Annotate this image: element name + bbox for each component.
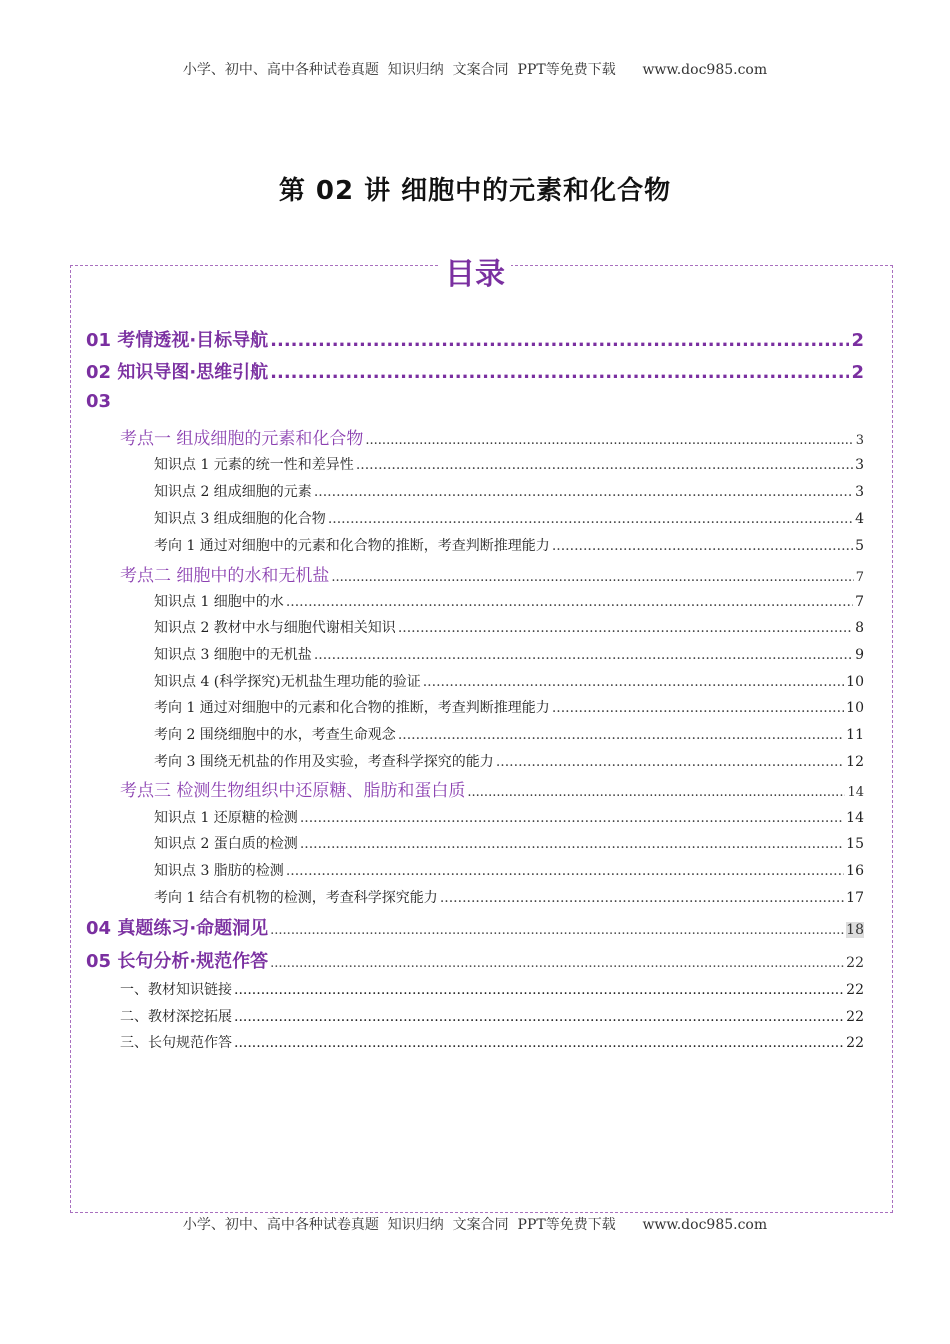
- toc-entry[interactable]: [154, 481, 864, 501]
- toc-leader: [300, 810, 844, 826]
- toc-entry[interactable]: [154, 724, 864, 744]
- toc-entry-04[interactable]: [86, 914, 864, 940]
- toc-leader: [356, 457, 853, 473]
- toc-entry[interactable]: [154, 887, 864, 907]
- toc-entry-05[interactable]: [86, 947, 864, 973]
- toc-leader: [270, 956, 844, 971]
- toc-entry-label: 二、教材深挖拓展: [120, 1009, 232, 1025]
- toc-entry-label: 04 真题练习·命题洞见: [86, 918, 269, 939]
- toc-entry-label: 知识点 2 蛋白质的检测: [154, 836, 298, 852]
- toc-leader: [300, 836, 844, 852]
- toc-entry-label: 知识点 1 元素的统一性和差异性: [154, 457, 354, 473]
- toc-entry[interactable]: [120, 1032, 864, 1052]
- toc-leader: [398, 727, 844, 743]
- toc-entry-label: 考点一 组成细胞的元素和化合物: [120, 429, 364, 449]
- toc-entry[interactable]: [154, 671, 864, 691]
- toc-leader: [270, 362, 849, 383]
- toc-leader: [270, 923, 844, 938]
- toc-page-number: 16: [846, 863, 864, 879]
- toc-page-number: 15: [846, 836, 864, 852]
- toc-leader: [552, 538, 853, 554]
- page-footer: 小学、初中、高中各种试卷真题 知识归纳 文案合同 PPT等免费下载 www.doc985.com: [182, 1217, 768, 1233]
- toc-leader: [496, 754, 844, 770]
- toc-entry-kaodian-3[interactable]: [120, 776, 864, 801]
- page-header: 小学、初中、高中各种试卷真题 知识归纳 文案合同 PPT等免费下载 www.doc985.com: [182, 62, 768, 78]
- toc-entry-label: 知识点 1 还原糖的检测: [154, 810, 298, 826]
- document-title: 第 02 讲 细胞中的元素和化合物: [278, 176, 672, 206]
- toc-entry-label: 考点三 检测生物组织中还原糖、脂肪和蛋白质: [120, 781, 466, 801]
- toc-entry[interactable]: [154, 644, 864, 664]
- toc-leader: [328, 511, 853, 527]
- toc-heading-text: 目录: [439, 257, 511, 292]
- toc-entry-label: 考点二 细胞中的水和无机盐: [120, 566, 330, 586]
- toc-entry-kaodian-1[interactable]: [120, 424, 864, 449]
- toc-leader: [234, 1035, 844, 1051]
- toc-entry-kaodian-2[interactable]: [120, 561, 864, 586]
- toc-entry[interactable]: [154, 508, 864, 528]
- toc-entry-label: 考向 1 通过对细胞中的元素和化合物的推断，考查判断推理能力: [154, 700, 550, 716]
- toc-entry-label: 考向 1 结合有机物的检测，考查科学探究能力: [154, 890, 438, 906]
- toc-entry-label: 考向 1 通过对细胞中的元素和化合物的推断，考查判断推理能力: [154, 538, 550, 554]
- toc-leader: [552, 700, 844, 716]
- toc-page-number: 12: [846, 754, 864, 770]
- toc-entry[interactable]: [154, 591, 864, 611]
- toc-entry[interactable]: [154, 860, 864, 880]
- toc-page-number: 17: [846, 890, 864, 906]
- toc-entry-label: 一、教材知识链接: [120, 982, 232, 998]
- toc-entry[interactable]: [154, 751, 864, 771]
- toc-page-number: 3: [855, 484, 864, 500]
- toc-page-number: 14: [847, 785, 864, 800]
- toc-page-number: 4: [855, 511, 864, 527]
- toc-entry-label: 02 知识导图·思维引航: [86, 362, 269, 383]
- toc-entry[interactable]: [154, 833, 864, 853]
- toc-page-number: 2: [851, 362, 864, 383]
- toc-page-number: 3: [855, 433, 864, 448]
- toc-page-number: 7: [855, 570, 864, 585]
- toc-entry[interactable]: [154, 697, 864, 717]
- toc-leader: [234, 1009, 844, 1025]
- toc-entry-01[interactable]: [86, 326, 864, 352]
- toc-page-number: 9: [855, 647, 864, 663]
- toc-entry[interactable]: [154, 617, 864, 637]
- toc-page-number: 22: [846, 955, 864, 971]
- toc-entry[interactable]: [154, 535, 864, 555]
- toc-leader: [423, 674, 844, 690]
- toc-leader: [365, 433, 853, 448]
- toc-entry[interactable]: [154, 807, 864, 827]
- toc-page-number: 7: [855, 594, 864, 610]
- toc-heading: [0, 249, 950, 293]
- toc-entry-label: 知识点 2 教材中水与细胞代谢相关知识: [154, 620, 396, 636]
- toc-page-number: 10: [846, 674, 864, 690]
- toc-page-number: 8: [855, 620, 864, 636]
- toc-leader: [314, 484, 853, 500]
- toc-page-number: 5: [855, 538, 864, 554]
- toc-leader: [331, 570, 853, 585]
- toc-leader: [440, 890, 844, 906]
- toc-page-number: 14: [846, 810, 864, 826]
- toc-page-number: 22: [846, 1035, 864, 1051]
- toc-leader: [398, 620, 853, 636]
- toc-page-number: 2: [851, 330, 864, 351]
- toc-entry-label: 知识点 3 细胞中的无机盐: [154, 647, 312, 663]
- toc-page-number: 22: [846, 1009, 864, 1025]
- toc-leader: [234, 982, 844, 998]
- toc-entry-label: 01 考情透视·目标导航: [86, 330, 269, 351]
- toc-entry[interactable]: [154, 454, 864, 474]
- toc-entry-label: 三、长句规范作答: [120, 1035, 232, 1051]
- toc-entry-label: 知识点 3 组成细胞的化合物: [154, 511, 326, 527]
- toc-entry-02[interactable]: [86, 358, 864, 384]
- toc-entry[interactable]: [120, 979, 864, 999]
- toc-page-number: 11: [846, 727, 864, 743]
- toc-page-number: 10: [846, 700, 864, 716]
- toc-entry[interactable]: [120, 1006, 864, 1026]
- toc-entry-label: 知识点 1 细胞中的水: [154, 594, 284, 610]
- toc-entry-label: 05 长句分析·规范作答: [86, 951, 269, 972]
- toc-leader: [314, 647, 853, 663]
- toc-page-number: 22: [846, 982, 864, 998]
- toc-entry-label: 考向 2 围绕细胞中的水，考查生命观念: [154, 727, 396, 743]
- toc-page-number: 18: [846, 922, 864, 938]
- toc-entry-label: 知识点 2 组成细胞的元素: [154, 484, 312, 500]
- toc-entry-label: 考向 3 围绕无机盐的作用及实验，考查科学探究的能力: [154, 754, 494, 770]
- toc-entry-03[interactable]: [86, 391, 864, 412]
- toc-entry-label: 知识点 4 (科学探究)无机盐生理功能的验证: [154, 674, 421, 690]
- toc-leader: [467, 785, 845, 800]
- toc-leader: [270, 330, 849, 351]
- toc-entry-label: 知识点 3 脂肪的检测: [154, 863, 284, 879]
- toc-entry-label: 03: [86, 391, 112, 412]
- toc-leader: [286, 863, 844, 879]
- toc-page-number: 3: [855, 457, 864, 473]
- toc-leader: [286, 594, 853, 610]
